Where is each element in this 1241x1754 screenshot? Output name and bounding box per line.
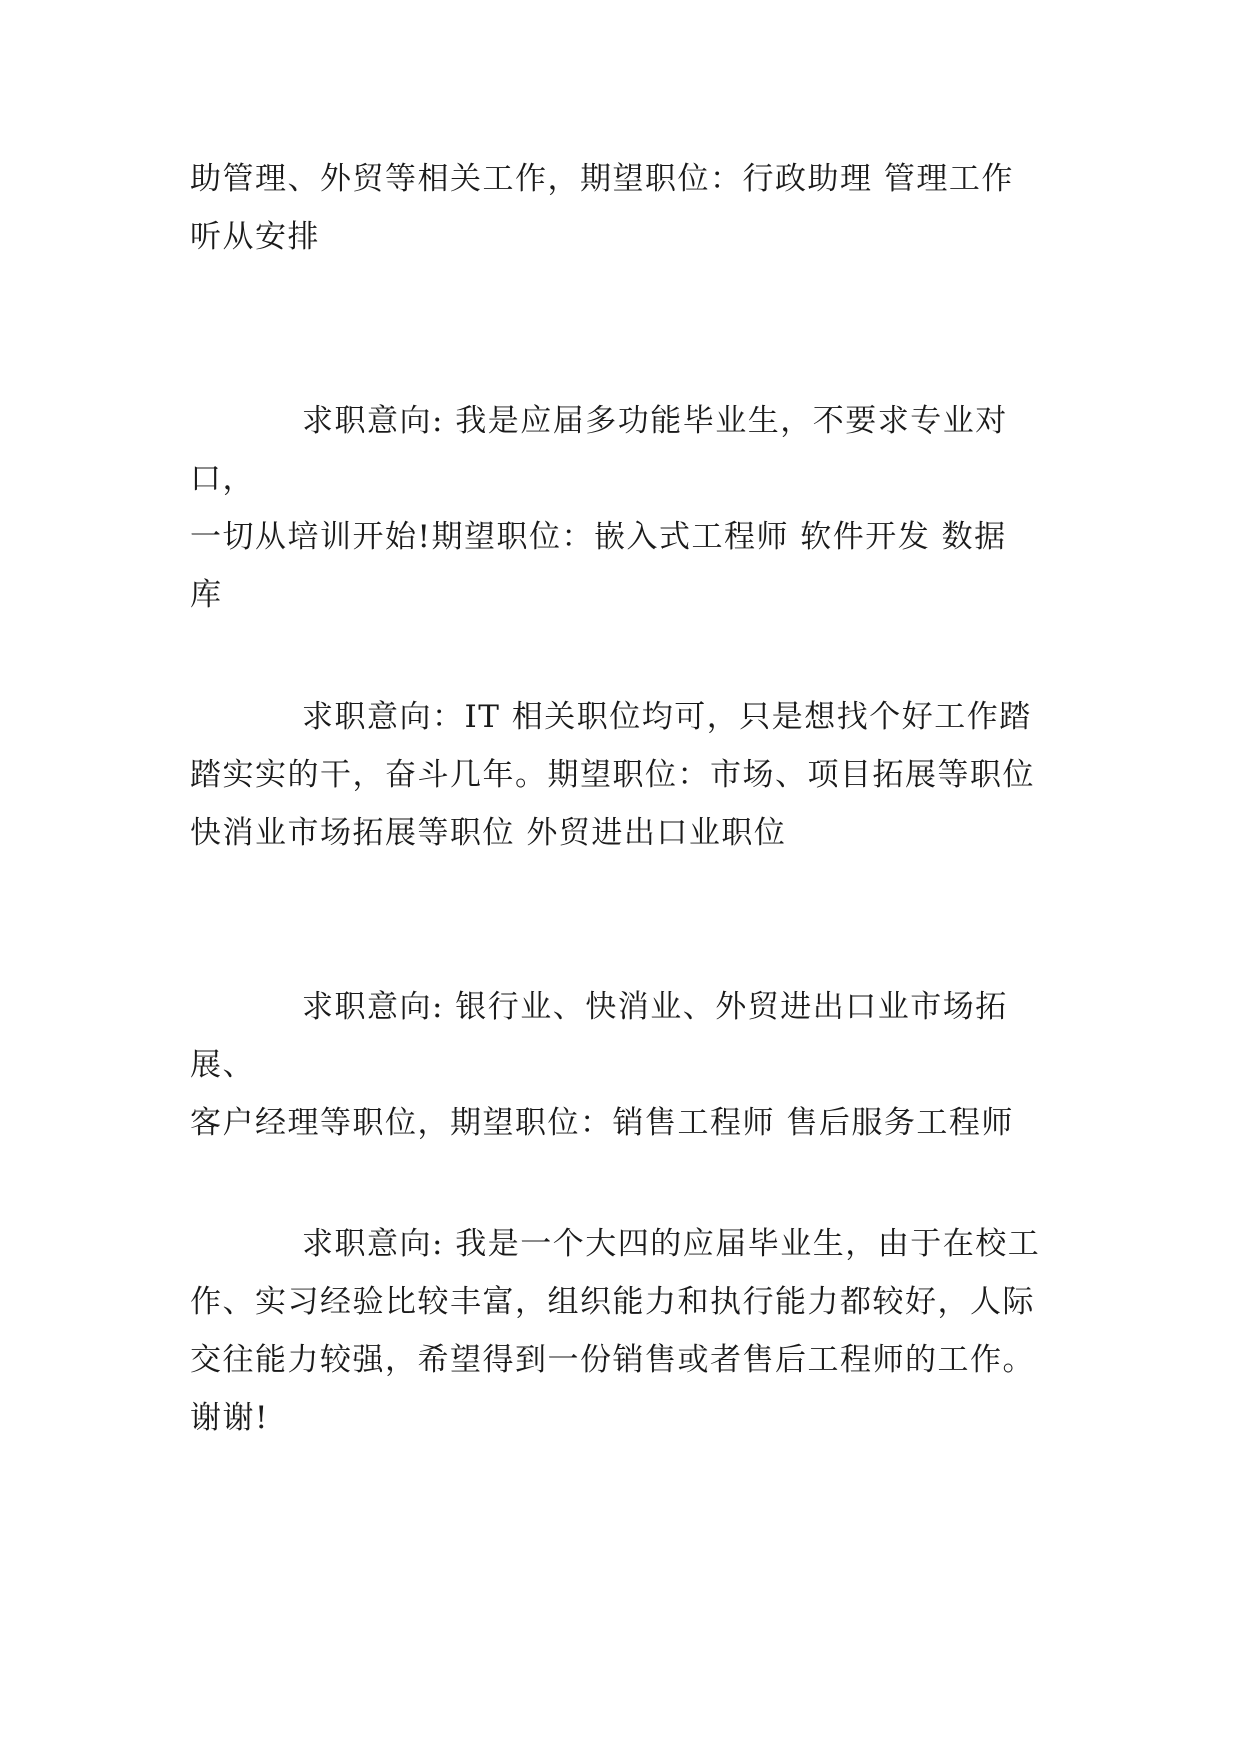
paragraph-line: 作、实习经验比较丰富，组织能力和执行能力都较好，人际 xyxy=(190,1284,1035,1320)
paragraph-3 xyxy=(190,688,1062,862)
paragraph-2 xyxy=(190,392,1062,624)
paragraph-5 xyxy=(190,1215,1062,1447)
paragraph-line: 一切从培训开始!期望职位：嵌入式工程师 软件开发 数据 xyxy=(190,519,1007,555)
paragraph-line: 听从安排 xyxy=(190,219,320,255)
paragraph-4 xyxy=(190,978,1062,1152)
paragraph-line: 求职意向：IT 相关职位均可，只是想找个好工作踏 xyxy=(302,699,1032,735)
paragraph-line: 求职意向: 我是应届多功能毕业生，不要求专业对口， xyxy=(190,403,1008,497)
paragraph-line: 快消业市场拓展等职位 外贸进出口业职位 xyxy=(190,815,787,851)
paragraph-line: 谢谢! xyxy=(190,1400,269,1436)
paragraph-line: 客户经理等职位，期望职位：销售工程师 售后服务工程师 xyxy=(190,1105,1014,1141)
paragraph-line: 踏实实的干，奋斗几年。期望职位：市场、项目拓展等职位 xyxy=(190,757,1035,793)
paragraph-line: 交往能力较强，希望得到一份销售或者售后工程师的工作。 xyxy=(190,1342,1035,1378)
paragraph-line: 求职意向: 我是一个大四的应届毕业生，由于在校工 xyxy=(302,1226,1041,1262)
paragraph-1 xyxy=(190,150,1062,266)
paragraph-line: 助管理、外贸等相关工作，期望职位：行政助理 管理工作 xyxy=(190,161,1014,197)
paragraph-line: 库 xyxy=(190,577,223,613)
paragraph-line: 求职意向: 银行业、快消业、外贸进出口业市场拓展、 xyxy=(190,989,1008,1083)
